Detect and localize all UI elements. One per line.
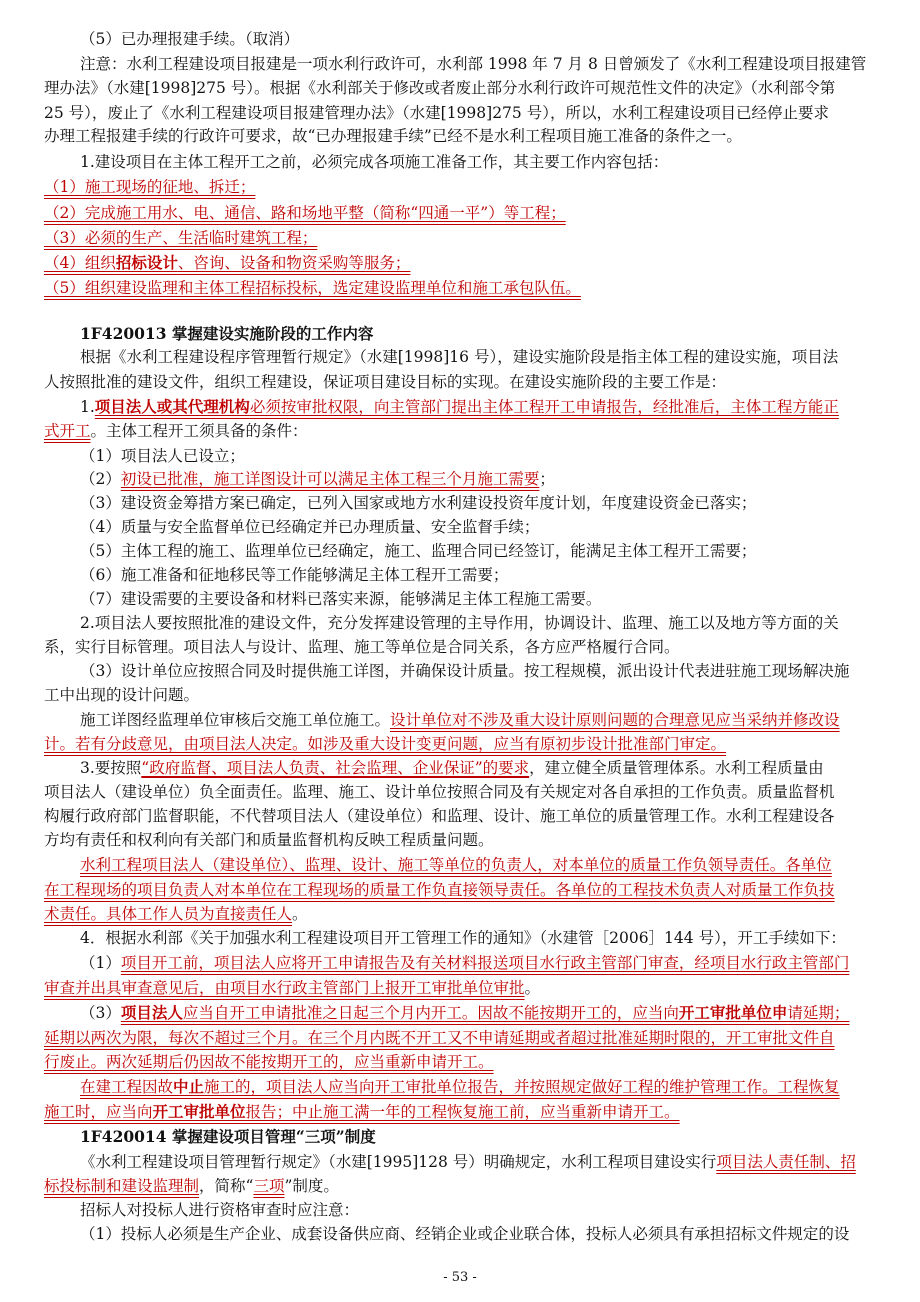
text-line	[0, 1174, 920, 1198]
text-line	[0, 1198, 920, 1222]
text-line	[0, 902, 920, 926]
text-run: 招标人对投标人进行资格审查时应注意：	[80, 1201, 360, 1219]
text-line	[0, 1100, 920, 1124]
text-line	[0, 201, 920, 225]
text-run: 。	[292, 905, 308, 923]
text-line	[0, 515, 920, 539]
text-line	[0, 467, 920, 491]
text-run: 。主体工程开工须具备的条件：	[90, 422, 308, 440]
text-run: 1.	[80, 398, 95, 416]
text-line	[0, 76, 920, 100]
text-line	[0, 756, 920, 780]
text-run: 《水利工程建设项目管理暂行规定》（水建[1995]128 号）明确规定，水利工程项目建设实行	[80, 1153, 717, 1171]
text-run: （3）建设资金筹措方案已确定，已列入国家或地方水利建设投资年度计划，年度建设资金已落实；	[80, 494, 757, 512]
text-line	[0, 683, 920, 707]
text-line	[0, 539, 920, 563]
text-line	[0, 780, 920, 804]
text-line	[0, 828, 920, 852]
text-run: 延期以两次为限，每次不超过三个月。在三个月内既不开工又不申请延期或者超过批准延期时限的，开工审批文件自	[44, 1029, 835, 1047]
text-run: （2）	[80, 470, 121, 488]
text-line	[0, 124, 920, 148]
text-run: 办理工程报建手续的行政许可要求，故“已办理报建手续”已经不是水利工程项目施工准备的条件之一。	[44, 127, 742, 145]
text-run: 系，实行目标管理。项目法人与设计、监理、施工等单位是合同关系，各方应严格履行合同。	[44, 638, 680, 656]
text-run: 标投标制和建设监理制	[44, 1177, 200, 1195]
text-line	[0, 587, 920, 611]
text-line	[0, 659, 920, 683]
text-line	[0, 370, 920, 394]
text-line	[0, 1026, 920, 1050]
text-run: （5）组织建设监理和主体工程招标投标，选定建设监理单位和施工承包队伍。	[44, 279, 581, 297]
text-run: 4．根据水利部《关于加强水利工程建设项目开工管理工作的通知》（水建管［2006］144 号），开工手续如下：	[80, 929, 846, 947]
text-line	[0, 926, 920, 950]
text-line	[0, 150, 920, 174]
text-run: 必须按审批权限，向主管部门提出主体工程开工申请报告，经批准后，主体工程方能正	[249, 398, 839, 416]
text-run: 式开工	[44, 422, 91, 440]
text-line	[0, 27, 920, 51]
text-run: （7）建设需要的主要设备和材料已落实来源，能够满足主体工程施工需要。	[80, 590, 602, 608]
text-line	[0, 491, 920, 515]
text-run: 应当自开工申请批准之日起三个月内开工。因故不能按期开工的，应当向	[182, 1004, 679, 1022]
text-line	[0, 101, 920, 125]
text-run: 初设已批准，施工详图设计可以满足主体工程三个月施工需要	[120, 470, 540, 488]
text-run: ，建立健全质量管理体系。水利工程质量由	[529, 759, 824, 777]
page-number: - 53 -	[443, 1270, 477, 1285]
text-run: 设计单位对不涉及重大设计原则问题的合理意见应当采纳并修改设	[390, 711, 840, 729]
text-run: 三项	[253, 1177, 285, 1195]
text-line	[0, 1150, 920, 1174]
text-line	[0, 251, 920, 275]
text-run: 1F420013 掌握建设实施阶段的工作内容	[80, 324, 374, 343]
text-run: 中止	[173, 1077, 205, 1096]
text-run: 3.要按照	[80, 759, 142, 777]
text-run: 项目开工前，项目法人应将开工申请报告及有关材料报送项目水行政主管部门审查，经项目水行政主管部门	[120, 954, 850, 972]
text-line	[0, 1075, 920, 1099]
text-run: （6）施工准备和征地移民等工作能够满足主体工程开工需要；	[80, 566, 509, 584]
text-run: 水利工程项目法人（建设单位）、监理、设计、施工等单位的负责人，对本单位的质量工作负领导责任。各单位	[80, 856, 832, 874]
text-run: 施工时，应当向	[44, 1103, 153, 1121]
text-line	[0, 1050, 920, 1074]
text-run: 2.项目法人要按照批准的建设文件，充分发挥建设管理的主导作用，协调设计、监理、施工以及地方等方面的关	[80, 614, 839, 632]
text-run: 请延期；	[787, 1004, 850, 1022]
text-line	[0, 708, 920, 732]
text-line	[0, 1125, 920, 1149]
text-run: （4）质量与安全监督单位已经确定并已办理质量、安全监督手续；	[80, 518, 540, 536]
text-run: 开工审批单位	[152, 1102, 246, 1121]
text-run: （1）项目法人已设立；	[80, 447, 245, 465]
text-run: 25 号），废止了《水利工程建设项目报建管理办法》（水建[1998]275 号），所以，水利工程建设项目已经停止要求	[44, 104, 829, 122]
text-run: 报告；中止施工满一年的工程恢复施工前，应当重新申请开工。	[245, 1103, 680, 1121]
text-run: 方均有责任和权利向有关部门和质量监督机构反映工程质量问题。	[44, 831, 494, 849]
text-line	[0, 951, 920, 975]
text-run: 注意：水利工程建设项目报建是一项水利行政许可，水利部 1998 年 7 月 8 日曾颁发了《水利工程建设项目报建管	[80, 55, 867, 73]
text-run: （2）完成施工用水、电、通信、路和场地平整（简称“四通一平”）等工程；	[44, 204, 566, 222]
text-run: （4）组织	[44, 254, 116, 272]
text-line	[0, 804, 920, 828]
text-run: （5）主体工程的施工、监理单位已经确定，施工、监理合同已经签订，能满足主体工程开工需要；	[80, 542, 757, 560]
text-run: 。	[524, 979, 541, 997]
text-run: 施工的，项目法人应当向开工审批单位报告，并按照规定做好工程的维护管理工作。工程恢复	[204, 1078, 840, 1096]
text-run: ；	[539, 470, 555, 488]
text-run: 、咨询、设备和物资采购等服务；	[177, 254, 411, 272]
text-run: （1）投标人必须是生产企业、成套设备供应商、经销企业或企业联合体，投标人必须具有承担招标文件规定的设	[80, 1225, 850, 1243]
text-run: （3）设计单位应按照合同及时提供施工详图，并确保设计质量。按工程规模，派出设计代表进驻施工现场解决施	[80, 662, 850, 680]
text-run: 项目法人（建设单位）负全面责任。监理、施工、设计单位按照合同及有关规定对各自承担的工作负责。质量监督机	[44, 783, 835, 801]
text-run: 1.建设项目在主体工程开工之前，必须完成各项施工准备工作，其主要工作内容包括：	[80, 153, 669, 171]
text-line	[0, 611, 920, 635]
text-line	[0, 976, 920, 1000]
text-line	[0, 1001, 920, 1025]
text-run: （1）	[80, 954, 121, 972]
text-line	[0, 635, 920, 659]
text-line	[0, 322, 920, 346]
text-line	[0, 226, 920, 250]
text-run: （5）已办理报建手续。（取消）	[80, 30, 300, 48]
text-run: （1）施工现场的征地、拆迁；	[44, 178, 256, 196]
text-run: 在工程现场的项目负责人对本单位在工程现场的质量工作负直接领导责任。各单位的工程技术负责人对质量工作负技	[44, 881, 835, 899]
text-run: 计。若有分歧意见，由项目法人决定。如涉及重大设计变更问题，应当有原初步设计批准部门审定。	[44, 735, 727, 753]
text-line	[0, 732, 920, 756]
text-line	[0, 444, 920, 468]
text-run: 根据《水利工程建设程序管理暂行规定》（水建[1998]16 号），建设实施阶段是指主体工程的建设实施，项目法	[80, 348, 839, 366]
text-run: 工中出现的设计问题。	[44, 686, 200, 704]
text-run: 术责任。具体工作人员为直接责任人	[44, 905, 293, 923]
text-run: （3）必须的生产、生活临时建筑工程；	[44, 229, 318, 247]
text-run: 项目法人责任制、招	[716, 1153, 856, 1171]
text-line	[0, 175, 920, 199]
text-line	[0, 345, 920, 369]
text-run: 招标设计	[115, 253, 178, 272]
text-run: “政府监督、项目法人负责、社会监理、企业保证”的要求	[141, 759, 530, 777]
text-run: 施工详图经监理单位审核后交施工单位施工。	[80, 711, 391, 729]
text-run: 理办法》（水建[1998]275 号）。根据《水利部关于修改或者废止部分水利行政许可规范性文件的决定》（水利部令第	[44, 79, 836, 97]
text-run: 审查并出具审查意见后，由项目水行政主管部门上报开工审批单位审批	[44, 979, 525, 997]
text-run: ”制度。	[284, 1177, 339, 1195]
text-line	[0, 276, 920, 300]
text-run: 人按照批准的建设文件，组织工程建设，保证项目建设目标的实现。在建设实施阶段的主要工作是：	[44, 373, 727, 391]
text-run: 项目法人或其代理机构	[94, 397, 250, 416]
text-run: 在建工程因故	[80, 1078, 174, 1096]
text-run: 行废止。两次延期后仍因故不能按期开工的，应当重新申请开工。	[44, 1053, 494, 1071]
text-run: 项目法人	[120, 1003, 183, 1022]
text-line	[0, 1222, 920, 1246]
text-line	[0, 395, 920, 419]
text-line	[0, 878, 920, 902]
text-line	[0, 563, 920, 587]
text-line	[0, 419, 920, 443]
text-run: 1F420014 掌握建设项目管理“三项”制度	[80, 1127, 376, 1146]
text-line	[0, 853, 920, 877]
text-run: 开工审批单位申	[678, 1003, 788, 1022]
text-line	[0, 52, 920, 76]
text-run: （3）	[80, 1004, 121, 1022]
text-run: 构履行政府部门监督职能，不代替项目法人（建设单位）和监理、设计、施工单位的质量管理工作。水利工程建设各	[44, 807, 835, 825]
text-run: ，简称“	[199, 1177, 254, 1195]
